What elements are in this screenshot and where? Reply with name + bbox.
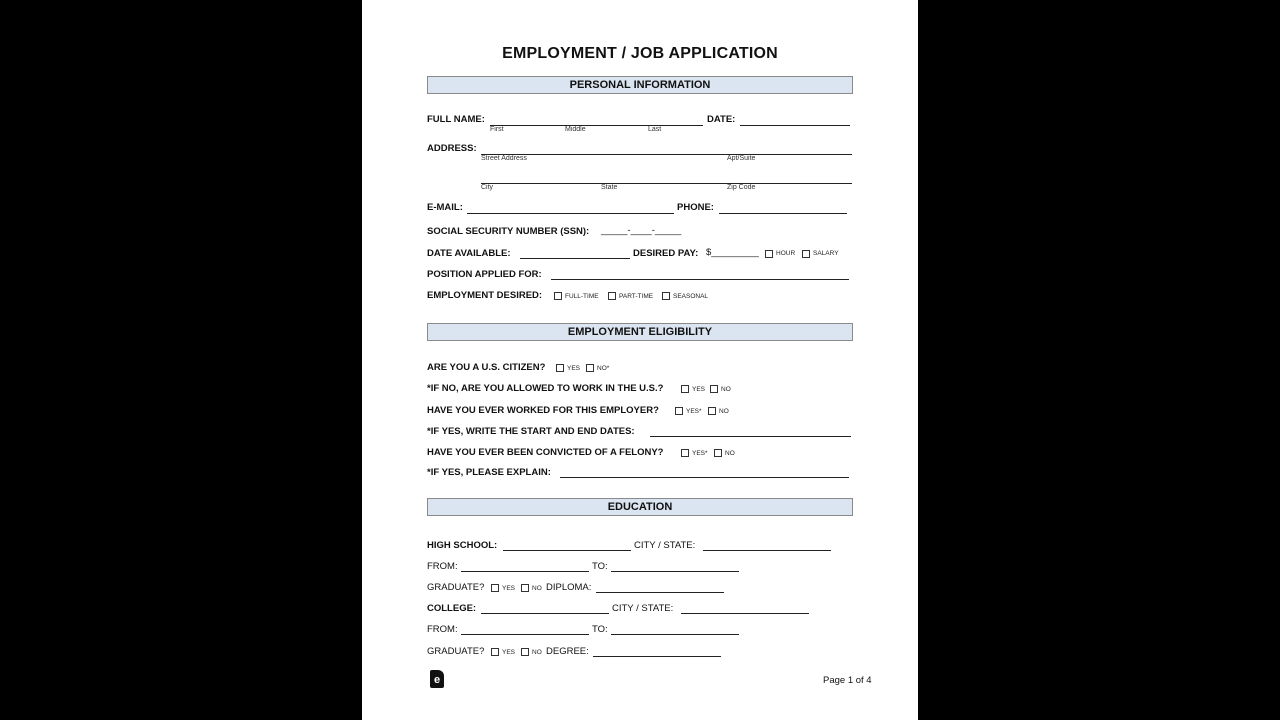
- citizen-yes-checkbox[interactable]: [556, 364, 564, 372]
- full-time-checkbox[interactable]: [554, 292, 562, 300]
- college-to-field[interactable]: [611, 634, 739, 635]
- label-college-from: FROM:: [427, 624, 458, 635]
- label-address: ADDRESS:: [427, 143, 477, 154]
- degree-field[interactable]: [593, 656, 721, 657]
- full-name-field[interactable]: [490, 125, 703, 126]
- label-phone: PHONE:: [677, 202, 714, 213]
- label-hs-city-state: CITY / STATE:: [634, 540, 696, 551]
- label-diploma: DIPLOMA:: [546, 582, 592, 593]
- label-explain: *IF YES, PLEASE EXPLAIN:: [427, 467, 551, 478]
- city-state-zip-field[interactable]: [481, 183, 852, 184]
- hour-checkbox[interactable]: [765, 250, 773, 258]
- label-email: E-MAIL:: [427, 202, 463, 213]
- hint-first: First: [490, 126, 504, 133]
- email-field[interactable]: [467, 213, 674, 214]
- diploma-field[interactable]: [596, 592, 724, 593]
- college-graduate-no-checkbox[interactable]: [521, 648, 529, 656]
- hs-graduate-no-label: NO: [532, 585, 542, 592]
- worked-yes-label: YES*: [686, 408, 702, 415]
- hs-from-field[interactable]: [461, 571, 589, 572]
- dates-field[interactable]: [650, 436, 851, 437]
- label-felony: HAVE YOU EVER BEEN CONVICTED OF A FELONY?: [427, 447, 664, 458]
- label-worked: HAVE YOU EVER WORKED FOR THIS EMPLOYER?: [427, 405, 659, 416]
- label-date: DATE:: [707, 114, 736, 125]
- hint-zip: Zip Code: [727, 184, 756, 191]
- label-citizen: ARE YOU A U.S. CITIZEN?: [427, 362, 546, 373]
- allowed-no-label: NO: [721, 386, 731, 393]
- date-field[interactable]: [740, 125, 850, 126]
- hint-state: State: [601, 184, 618, 191]
- hint-apt: Apt/Suite: [727, 155, 756, 162]
- felony-no-label: NO: [725, 450, 735, 457]
- section-header-education: EDUCATION: [427, 498, 853, 516]
- hs-graduate-yes-label: YES: [502, 585, 516, 592]
- label-desired-pay: DESIRED PAY:: [633, 248, 699, 259]
- part-time-checkbox[interactable]: [608, 292, 616, 300]
- worked-no-label: NO: [719, 408, 729, 415]
- label-position: POSITION APPLIED FOR:: [427, 269, 542, 280]
- worked-no-checkbox[interactable]: [708, 407, 716, 415]
- document-page: [362, 0, 918, 720]
- hint-street: Street Address: [481, 155, 527, 162]
- page-number: Page 1 of 4: [823, 675, 872, 686]
- salary-checkbox[interactable]: [802, 250, 810, 258]
- citizen-yes-label: YES: [567, 365, 581, 372]
- label-college: COLLEGE:: [427, 603, 477, 614]
- label-hs-to: TO:: [592, 561, 608, 572]
- page-title: EMPLOYMENT / JOB APPLICATION: [502, 45, 778, 62]
- label-full-name: FULL NAME:: [427, 114, 485, 125]
- brand-logo-icon: e: [430, 670, 444, 688]
- label-college-city-state: CITY / STATE:: [612, 603, 674, 614]
- high-school-field[interactable]: [503, 550, 631, 551]
- label-ssn: SOCIAL SECURITY NUMBER (SSN):: [427, 226, 590, 237]
- hint-last: Last: [648, 126, 662, 133]
- college-field[interactable]: [481, 613, 609, 614]
- citizen-no-label: NO*: [597, 365, 610, 372]
- hs-graduate-no-checkbox[interactable]: [521, 584, 529, 592]
- phone-field[interactable]: [719, 213, 847, 214]
- label-date-available: DATE AVAILABLE:: [427, 248, 511, 259]
- allowed-yes-label: YES: [692, 386, 706, 393]
- label-high-school: HIGH SCHOOL:: [427, 540, 498, 551]
- desired-pay-field[interactable]: $_________: [706, 247, 759, 258]
- hour-label: HOUR: [776, 250, 796, 257]
- hint-middle: Middle: [565, 126, 586, 133]
- section-header-eligibility: EMPLOYMENT ELIGIBILITY: [427, 323, 853, 341]
- salary-label: SALARY: [813, 250, 839, 257]
- label-college-to: TO:: [592, 624, 608, 635]
- hs-city-state-field[interactable]: [703, 550, 831, 551]
- hs-to-field[interactable]: [611, 571, 739, 572]
- label-hs-from: FROM:: [427, 561, 458, 572]
- label-degree: DEGREE:: [546, 646, 589, 657]
- college-graduate-yes-label: YES: [502, 649, 516, 656]
- college-graduate-yes-checkbox[interactable]: [491, 648, 499, 656]
- college-from-field[interactable]: [461, 634, 589, 635]
- explain-field[interactable]: [560, 477, 849, 478]
- label-employment-desired: EMPLOYMENT DESIRED:: [427, 290, 543, 301]
- felony-no-checkbox[interactable]: [714, 449, 722, 457]
- label-college-graduate: GRADUATE?: [427, 646, 485, 657]
- label-dates: *IF YES, WRITE THE START AND END DATES:: [427, 426, 635, 437]
- seasonal-label: SEASONAL: [673, 293, 709, 300]
- felony-yes-checkbox[interactable]: [681, 449, 689, 457]
- date-available-field[interactable]: [520, 258, 630, 259]
- label-allowed: *IF NO, ARE YOU ALLOWED TO WORK IN THE U.S.?: [427, 383, 664, 394]
- ssn-field[interactable]: _____-____-_____: [601, 225, 682, 236]
- position-field[interactable]: [551, 279, 849, 280]
- street-address-field[interactable]: [481, 154, 852, 155]
- hint-city: City: [481, 184, 494, 191]
- full-time-label: FULL-TIME: [565, 293, 599, 300]
- college-city-state-field[interactable]: [681, 613, 809, 614]
- worked-yes-checkbox[interactable]: [675, 407, 683, 415]
- college-graduate-no-label: NO: [532, 649, 542, 656]
- felony-yes-label: YES*: [692, 450, 708, 457]
- citizen-no-checkbox[interactable]: [586, 364, 594, 372]
- allowed-no-checkbox[interactable]: [710, 385, 718, 393]
- allowed-yes-checkbox[interactable]: [681, 385, 689, 393]
- part-time-label: PART-TIME: [619, 293, 654, 300]
- section-header-personal: PERSONAL INFORMATION: [427, 76, 853, 94]
- label-hs-graduate: GRADUATE?: [427, 582, 485, 593]
- hs-graduate-yes-checkbox[interactable]: [491, 584, 499, 592]
- seasonal-checkbox[interactable]: [662, 292, 670, 300]
